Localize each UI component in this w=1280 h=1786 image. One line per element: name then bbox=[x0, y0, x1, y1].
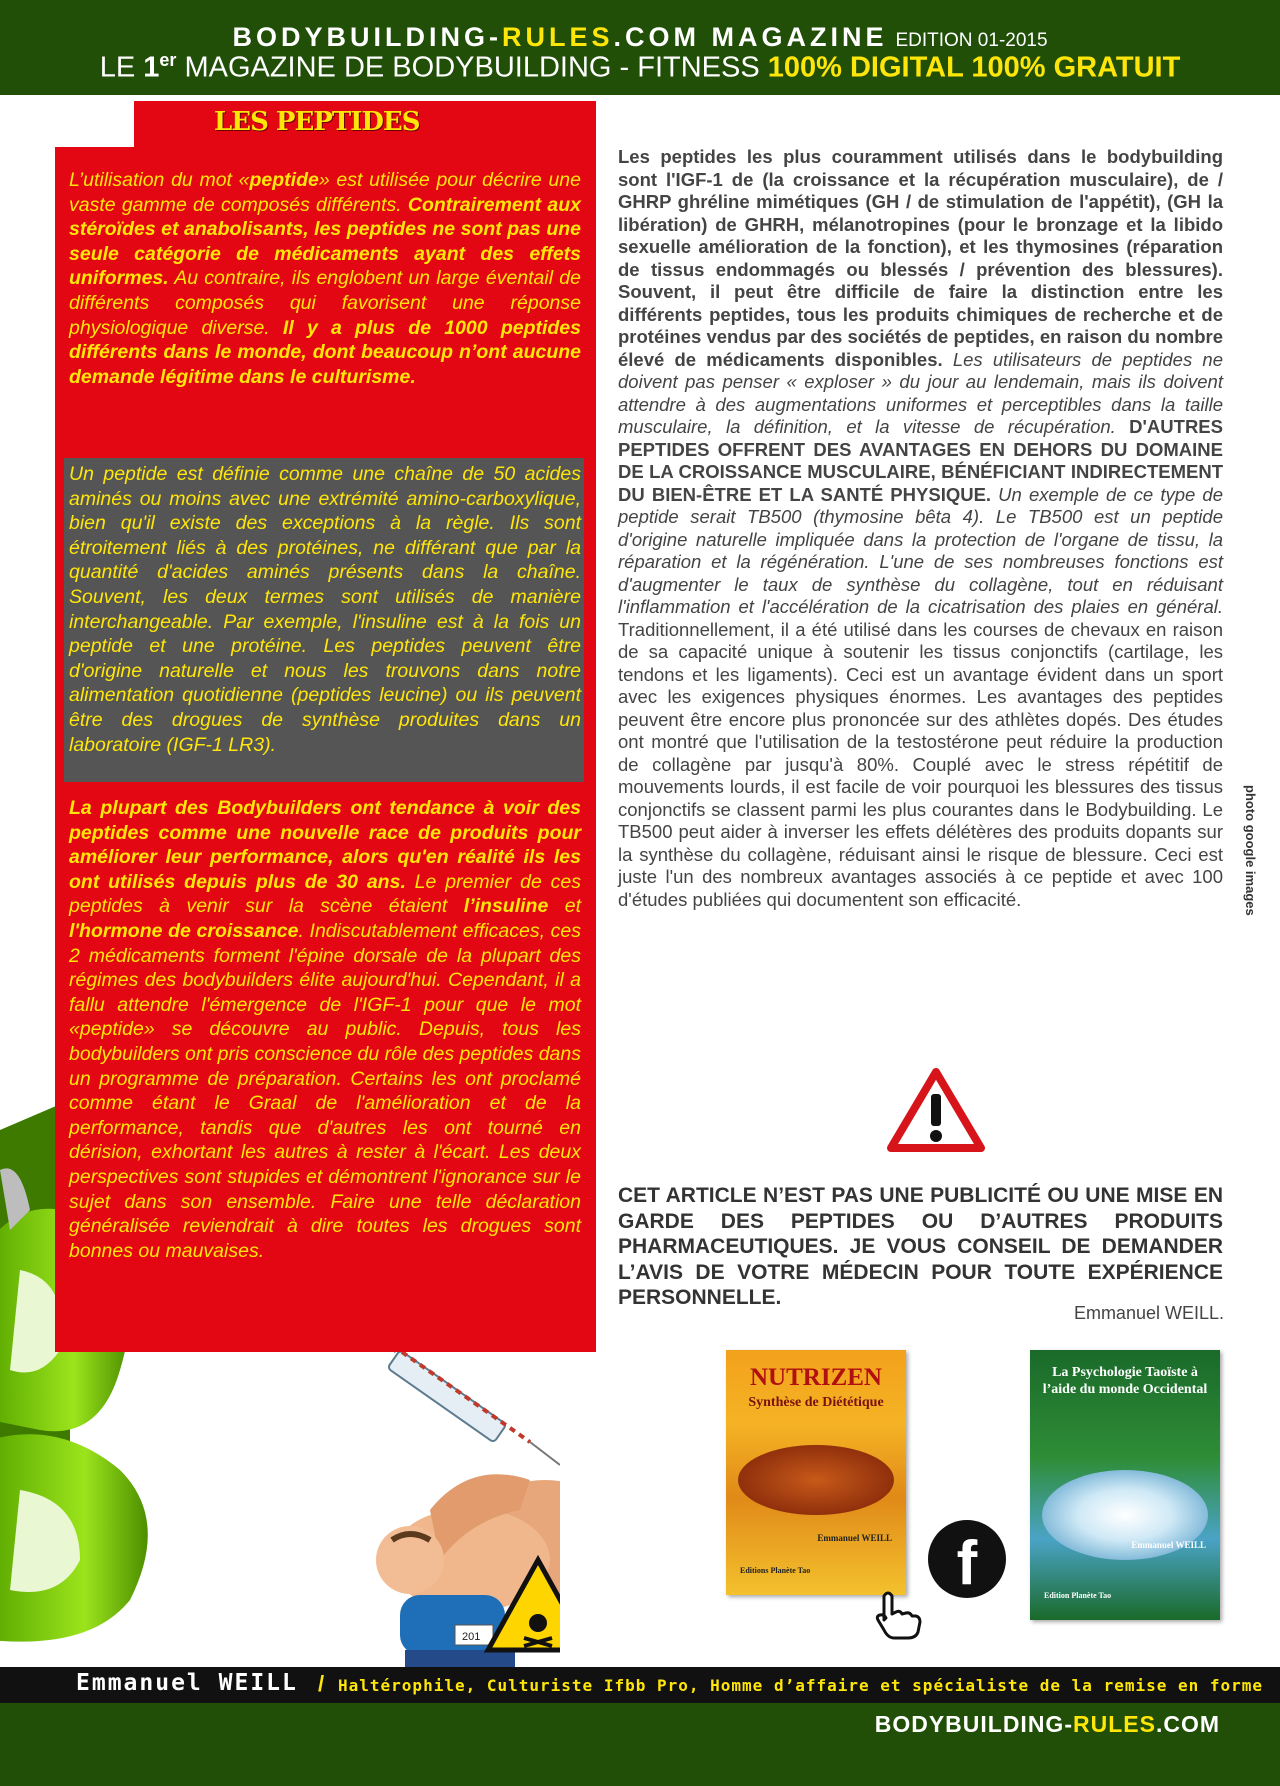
book-cover-art bbox=[738, 1445, 894, 1515]
left-paragraph-3 bbox=[69, 796, 581, 1263]
text-run: D'AUTRES PEPTIDES OFFRENT DES AVANTAGES EN DEHORS DU DOMAINE DE LA CROISSANCE MUSCULAIRE, BÉNÉFICIANT INDIRECTEMENT DU BIEN-ÊTRE ET LA SANTÉ PHYSIQUE. bbox=[618, 416, 1223, 505]
text-run: peptide bbox=[249, 169, 319, 191]
text-run: . Indiscutablement efficaces, ces 2 médicaments forment l'épine dorsale de la plupart des régimes des bodybuilders élite aujourd'hui. Cependant, il a fallu attendre l'émergence de l'IGF-1 pour que le mot «peptide» se découvre au public. Depuis, tous les bodybuilders ont pris conscience du rôle des peptides dans un programme de préparation. Certains les ont proclamé comme étant le Graal de l'amélioration et de la performance, tandis que d'autres les ont tourné en dérision, exhortant les autres à rester à l'écart. Les deux perspectives sont stupides et démontrent l'ignorance sur le sujet dans son ensemble. Faire une telle déclaration généralisée reviendrait à dire toutes les drogues sont bonnes ou mauvaises. bbox=[69, 919, 581, 1262]
book-title: NUTRIZEN bbox=[750, 1364, 882, 1391]
tagline-first: 1 bbox=[143, 51, 160, 84]
brand-part-3: .COM MAGAZINE bbox=[613, 22, 888, 52]
text-run: La plupart des Bodybuilders ont tendance à voir des peptides comme une nouvelle race de produits pour améliorer leur performance, alors qu'en réalité ils les ont utilisés depuis plus de 30 ans. bbox=[69, 797, 581, 893]
tagline-free: 100% DIGITAL 100% GRATUIT bbox=[767, 51, 1181, 84]
text-run: l'hormone de croissance bbox=[69, 919, 299, 942]
left-paragraph-1 bbox=[69, 168, 581, 389]
tagline-mid: MAGAZINE DE BODYBUILDING - FITNESS bbox=[176, 51, 768, 84]
book-nutrizen[interactable] bbox=[726, 1350, 906, 1595]
author-bar bbox=[0, 1667, 1280, 1703]
text-run: Traditionnellement, il a été utilisé dans les courses de chevaux en raison de sa capacité unique à soutenir les tissus conjonctifs (cartilage, les tendons et les ligaments). Ceci est un avantage évident dans un sport avec les exigences physiques énormes. Les avantages des peptides peuvent être encore plus prononcée sur des athlètes dopés. Des études ont montré que l'utilisation de la testostérone peut réduire la production de collagène par jusqu'à 80%. Couplé avec le stress répétitif de mouvements lourds, il est facile de voir pourquoi les blessures des tissus conjonctifs se classent parmi les plus courantes dans le Bodybuilding. bbox=[618, 618, 1223, 820]
book-psychologie-taoiste[interactable] bbox=[1030, 1350, 1220, 1620]
right-paragraph bbox=[618, 146, 1223, 911]
magazine-header bbox=[0, 0, 1280, 95]
tagline-sup: er bbox=[159, 50, 177, 70]
text-run: » est utilisée pour décrire une vaste gamme de composés différents. bbox=[69, 169, 581, 216]
site-part-3: .COM bbox=[1155, 1711, 1220, 1737]
site-part-rules: RULES bbox=[1072, 1711, 1156, 1737]
article-title: LES PEPTIDES bbox=[214, 107, 420, 137]
pointer-hand-icon bbox=[870, 1586, 926, 1642]
text-run: Au contraire, ils englobent un large éventail de différents composés qui favorisent une réponse physiologique diverse. bbox=[69, 267, 581, 339]
footer-separator: / bbox=[318, 1671, 325, 1696]
text-run: Le TB500 peut aider à inverser les effets délétères des produits dopants sur la synthèse du collagène, réduisant ainsi le risque de blessure. Ceci est juste l'un des nombreux avantages associés à ce peptide et avec 100 d'études publiées qui documentent son efficacité. bbox=[618, 798, 1224, 910]
brand-part-rules: RULES bbox=[501, 22, 614, 52]
facebook-icon[interactable]: f bbox=[928, 1520, 1006, 1598]
photo-credit: photo google images bbox=[1243, 785, 1258, 916]
tagline-le: LE bbox=[99, 51, 144, 84]
book-author: Emmanuel WEILL bbox=[1131, 1540, 1206, 1550]
text-run: Contrairement aux stéroïdes et anabolisants, les peptides ne sont pas une seule catégorie de médicaments ayant des effets uniformes. bbox=[69, 193, 581, 290]
text-run: L’utilisation du mot « bbox=[69, 169, 250, 191]
text-run: Les peptides les plus couramment utilisés dans le bodybuilding sont l'IGF-1 de (la croissance et la récupération musculaire), de / GHRP ghréline mimétiques (GH / de stimulation de l'appétit), (GH la libération) de GHRH, mélanotropines (pour le bronzage et la libido sexuelle amélioration de la fonction), et les thymosines (réparation de tissus endommagés ou blessés / prévention des blessures). Souvent, il peut être difficile de faire la distinction entre les différents peptides, tous les produits chimiques de recherche et de protéines vendus par des sociétés de peptides, en raison du nombre élevé de médicaments disponibles. bbox=[618, 146, 1223, 370]
book-title: La Psychologie Taoïste à l’aide du monde Occidental bbox=[1042, 1365, 1208, 1397]
magazine-brand bbox=[0, 22, 1280, 53]
book-publisher: Editions Planète Tao bbox=[740, 1566, 811, 1575]
edition-label: EDITION 01-2015 bbox=[895, 30, 1048, 51]
signature: Emmanuel WEILL. bbox=[1073, 1303, 1224, 1323]
warning-icon bbox=[887, 1068, 985, 1154]
footer-site-link[interactable] bbox=[875, 1711, 1220, 1738]
bib-number: 201 bbox=[462, 1631, 481, 1643]
disclaimer-text: CET ARTICLE N’EST PAS UNE PUBLICITÉ OU UNE MISE EN GARDE DES PEPTIDES OU D’AUTRES PRODUITS PHARMACEUTIQUES. JE VOUS CONSEIL DE DEMANDER L’AVIS DE VOTRE MÉDECIN POUR TOUTE EXPÉRIENCE PERSONNELLE. bbox=[618, 1184, 1223, 1309]
article-title-tab bbox=[134, 101, 596, 147]
book-author: Emmanuel WEILL bbox=[817, 1533, 892, 1543]
footer-author: Emmanuel WEILL bbox=[76, 1670, 298, 1696]
footer-description: Haltérophile, Culturiste Ifbb Pro, Homme d’affaire et spécialiste de la remise en forme bbox=[338, 1676, 1264, 1695]
text-run: Il y a plus de 1000 peptides différents dans le monde, dont beaucoup n’ont aucune demande légitime dans le culturisme. bbox=[69, 316, 581, 388]
book-subtitle: Synthèse de Diététique bbox=[748, 1395, 884, 1410]
text-run: Les utilisateurs de peptides ne doivent pas penser « exploser » du jour au lendemain, mais ils doivent attendre à des augmentations uniformes et perceptibles dans la taille musculaire, la définition, et la vitesse de récupération. bbox=[618, 348, 1223, 437]
site-part-1: BODYBUILDING- bbox=[874, 1711, 1073, 1737]
brand-part-1: BODYBUILDING- bbox=[232, 22, 502, 52]
text-run: et bbox=[548, 895, 582, 918]
magazine-tagline bbox=[0, 50, 1280, 85]
left-paragraph-2: Un peptide est définie comme une chaîne de 50 acides aminés ou moins avec une extrémité amino-carboxylique, bien qu'il existe des exceptions à la règle. Ils sont étroitement liés à des protéines, ne différant que par la quantité d'acides aminés présents dans la chaîne. Souvent, les deux termes sont utilisés de manière interchangeable. Par exemple, l'insuline est à la fois un peptide et une protéine. Les peptides peuvent être d'origine naturelle et nous les trouvons dans notre alimentation quotidienne (peptides leucine) ou ils peuvent être des drogues de synthèse produites dans un laboratoire (IGF-1 LR3). bbox=[69, 463, 581, 756]
text-run: l’insuline bbox=[463, 895, 549, 918]
text-run: Un exemple de ce type de peptide serait TB500 (thymosine bêta 4). Le TB500 est un peptide d'origine naturelle impliquée dans la protection de l'organe de tissu, la réparation et la régénération. L'une de ses nombreuses fonctions est d'augmenter le taux de synthèse du collagène, tout en réduisant l'inflammation et l'accélération de la cicatrisation des plaies en général. bbox=[618, 483, 1223, 617]
text-run: Le premier de ces peptides à venir sur la scène étaient bbox=[69, 870, 581, 918]
book-publisher: Edition Planète Tao bbox=[1044, 1591, 1112, 1600]
